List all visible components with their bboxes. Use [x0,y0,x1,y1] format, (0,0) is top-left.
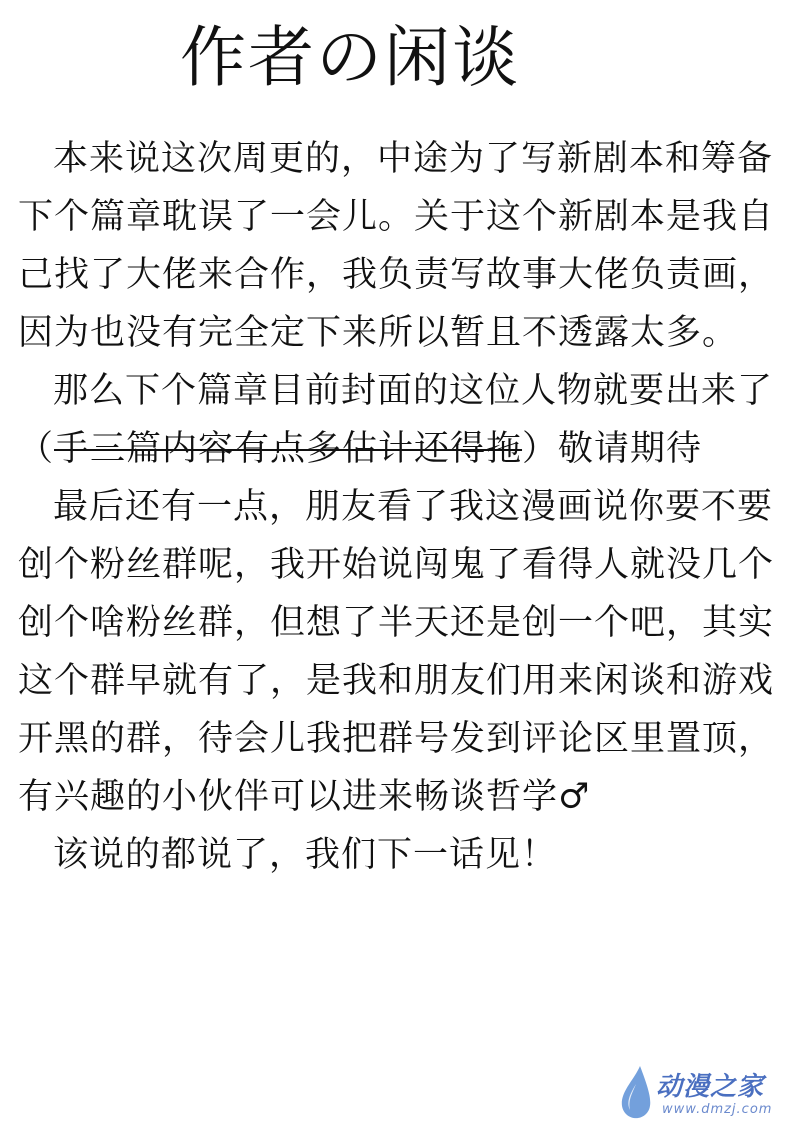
paragraph-1: 本来说这次周更的，中途为了写新剧本和筹备下个篇章耽误了一会儿。关于这个新剧本是我自己找了大佬来合作，我负责写故事大佬负责画，因为也没有完全定下来所以暂且不透露太多。 [18,139,775,353]
paragraph-2-tail: ）敬请期待 [522,429,703,469]
paragraph-3: 最后还有一点，朋友看了我这漫画说你要不要创个粉丝群呢，我开始说闯鬼了看得人就没几个创个啥粉丝群，但想了半天还是创一个吧，其实这个群早就有了，是我和朋友们用来闲谈和游戏开黑的群，待会儿我把群号发到评论区里置顶，有兴趣的小伙伴可以进来畅谈哲学♂ [18,487,775,817]
struck-text: 手三篇内容有点多估计还得拖 [54,429,523,469]
paragraph-4: 该说的都说了，我们下一话见！ [53,835,558,875]
paragraph-2 [18,362,783,478]
page-title: 作者の闲谈 [180,19,520,96]
site-watermark [616,1062,786,1124]
article-body [18,130,783,884]
paragraph-2-lead: 那么下个篇章目前封面的这位人物就要出来了（ [18,371,774,469]
water-drop-icon [616,1064,656,1122]
watermark-name: 动漫之家 [656,1072,765,1102]
watermark-url: www.dmzj.com [662,1102,773,1117]
